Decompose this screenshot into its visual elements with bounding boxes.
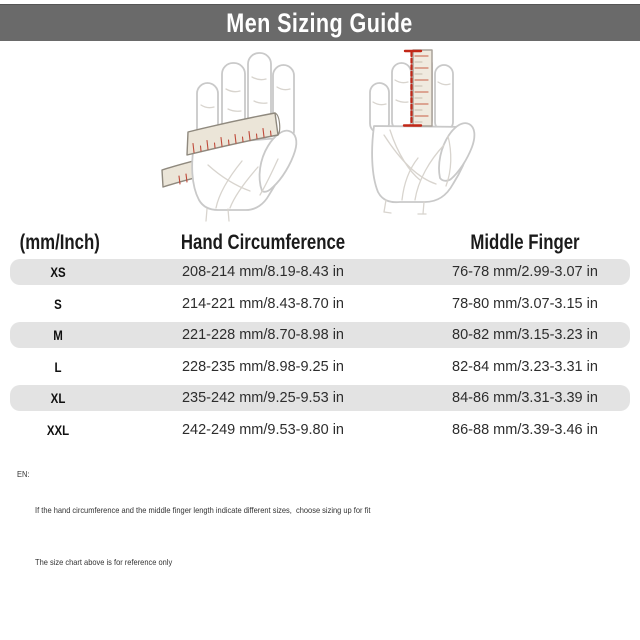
table-row-xl	[10, 385, 630, 411]
table-row-xxl	[10, 417, 630, 443]
footnote-line2: The size chart above is for reference only	[35, 557, 173, 567]
size-label: XXL	[46, 421, 70, 438]
size-label: XL	[50, 390, 66, 406]
column-header-unit: (mm/Inch)	[19, 231, 100, 254]
middle-finger-value: 76-78 mm/2.99-3.07 in	[452, 264, 598, 280]
size-table	[10, 259, 630, 443]
footnote	[17, 466, 416, 606]
table-header-row	[10, 230, 630, 256]
size-label: L	[54, 358, 62, 375]
middle-finger-illustration	[360, 40, 500, 220]
column-header-hand-circumference: Hand Circumference	[180, 231, 346, 254]
table-row-xs	[10, 259, 630, 285]
ruler	[413, 50, 432, 126]
hand-circumference-value: 221-228 mm/8.70-8.98 in	[181, 327, 344, 343]
measurement-illustrations	[0, 0, 640, 230]
size-label: M	[53, 327, 63, 343]
hand-circumference-value: 208-214 mm/8.19-8.43 in	[181, 264, 344, 280]
middle-finger-value: 84-86 mm/3.31-3.39 in	[452, 390, 598, 406]
middle-finger-value: 78-80 mm/3.07-3.15 in	[452, 295, 598, 312]
table-row-l	[10, 354, 630, 380]
middle-finger-value: 86-88 mm/3.39-3.46 in	[452, 421, 598, 438]
column-header-middle-finger: Middle Finger	[470, 231, 580, 254]
size-label: XS	[50, 264, 66, 280]
footnote-line1: If the hand circumference and the middle finger length indicate different sizes, choose sizing up for fit	[35, 505, 371, 515]
middle-finger-value: 80-82 mm/3.15-3.23 in	[452, 327, 598, 343]
hand-circumference-value: 242-249 mm/9.53-9.80 in	[181, 421, 344, 438]
table-row-s	[10, 291, 630, 317]
hand-circumference-illustration	[150, 45, 340, 225]
footnote-language-label: EN:	[17, 469, 30, 479]
table-row-m	[10, 322, 630, 348]
hand-circumference-value: 235-242 mm/9.25-9.53 in	[181, 390, 344, 406]
hand-circumference-value: 228-235 mm/8.98-9.25 in	[181, 358, 344, 375]
page-title: Men Sizing Guide	[226, 7, 414, 38]
hand-circumference-value: 214-221 mm/8.43-8.70 in	[181, 295, 344, 312]
middle-finger-value: 82-84 mm/3.23-3.31 in	[452, 358, 598, 375]
size-label: S	[54, 295, 62, 312]
